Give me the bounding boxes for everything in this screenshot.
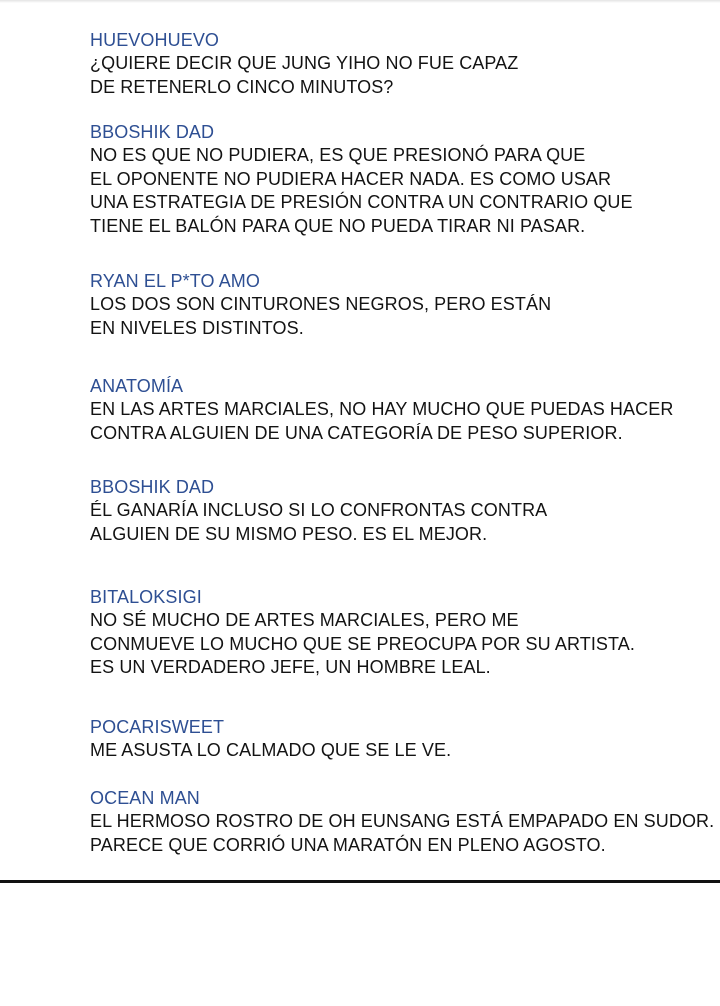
comment-author: OCEAN MAN	[90, 788, 200, 808]
comment-block	[90, 716, 451, 763]
page-top-edge	[0, 0, 720, 3]
comment-line: CONTRA ALGUIEN DE UNA CATEGORÍA DE PESO SUPERIOR.	[90, 422, 623, 443]
comment-line: ÉL GANARÍA INCLUSO SI LO CONFRONTAS CONTRA	[90, 500, 548, 520]
comment-author: RYAN EL P*TO AMO	[90, 271, 260, 291]
comment-line: EL OPONENTE NO PUDIERA HACER NADA. ES COMO USAR	[90, 168, 612, 189]
comment-line: ES UN VERDADERO JEFE, UN HOMBRE LEAL.	[90, 657, 491, 677]
comment-block	[90, 476, 547, 546]
comment-line: EL HERMOSO ROSTRO DE OH EUNSANG ESTÁ EMPAPADO EN SUDOR.	[90, 811, 715, 831]
comment-author: POCARISWEET	[90, 717, 225, 737]
comment-line: TIENE EL BALÓN PARA QUE NO PUEDA TIRAR NI PASAR.	[90, 215, 586, 236]
comment-line: ME ASUSTA LO CALMADO QUE SE LE VE.	[90, 740, 452, 760]
comment-line: CONMUEVE LO MUCHO QUE SE PREOCUPA POR SU ARTISTA.	[90, 633, 635, 654]
comment-author: BBOSHIK DAD	[90, 477, 215, 497]
comment-line: DE RETENERLO CINCO MINUTOS?	[90, 76, 394, 97]
comment-author: ANATOMÍA	[90, 376, 184, 396]
comment-line: EN LAS ARTES MARCIALES, NO HAY MUCHO QUE PUEDAS HACER	[90, 399, 674, 419]
comment-line: LOS DOS SON CINTURONES NEGROS, PERO ESTÁN	[90, 294, 552, 314]
comment-author: HUEVOHUEVO	[90, 30, 220, 50]
comment-block	[90, 29, 518, 99]
page-divider	[0, 880, 720, 883]
comment-line: NO SÉ MUCHO DE ARTES MARCIALES, PERO ME	[90, 610, 519, 630]
comment-author: BITALOKSIGI	[90, 587, 202, 607]
comment-block	[90, 586, 635, 680]
comment-block	[90, 375, 673, 445]
comment-block	[90, 787, 714, 857]
comment-block	[90, 121, 633, 238]
comment-line: ¿QUIERE DECIR QUE JUNG YIHO NO FUE CAPAZ	[90, 53, 519, 73]
comment-line: NO ES QUE NO PUDIERA, ES QUE PRESIONÓ PARA QUE	[90, 145, 586, 165]
comment-line: ALGUIEN DE SU MISMO PESO. ES EL MEJOR.	[90, 523, 488, 544]
comment-line: EN NIVELES DISTINTOS.	[90, 317, 304, 338]
comment-author: BBOSHIK DAD	[90, 122, 215, 142]
comment-block	[90, 270, 551, 340]
comment-line: UNA ESTRATEGIA DE PRESIÓN CONTRA UN CONTRARIO QUE	[90, 192, 633, 212]
comment-line: PARECE QUE CORRIÓ UNA MARATÓN EN PLENO AGOSTO.	[90, 834, 606, 855]
